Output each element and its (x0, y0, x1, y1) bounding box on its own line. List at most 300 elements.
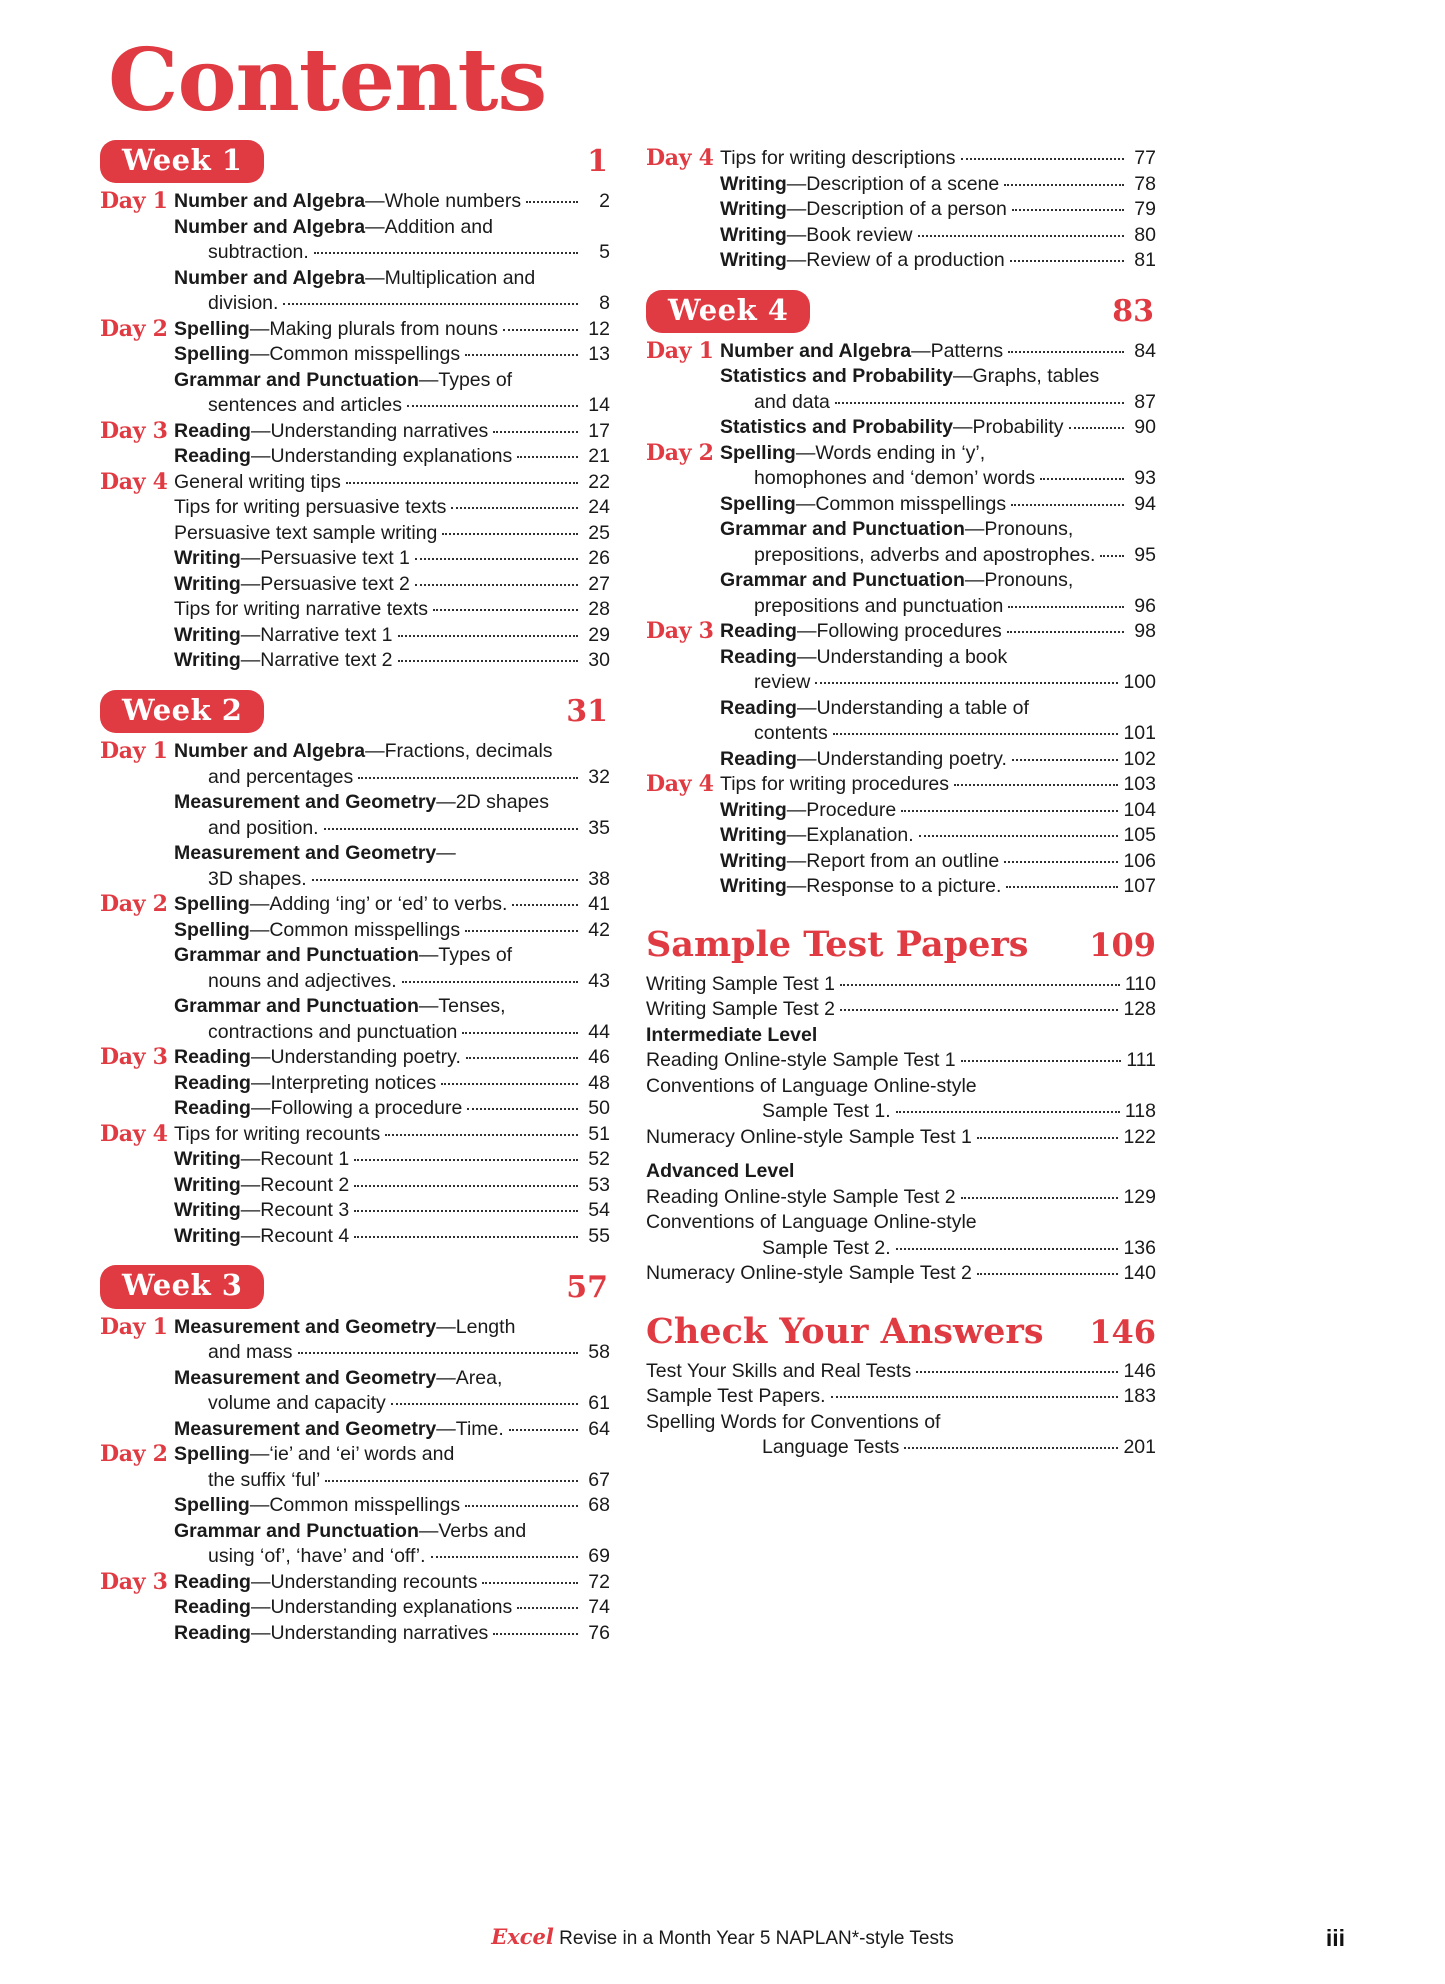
toc-line-text (174, 342, 460, 368)
toc-entry-text (174, 1045, 610, 1071)
toc-entry-body (720, 619, 1156, 645)
page-number: 93 (1134, 467, 1156, 490)
toc-entry-rest: —Recount 2 (240, 1173, 350, 1196)
toc-entry-rest: Tips for writing descriptions (720, 147, 956, 169)
toc-entry-body (174, 1122, 610, 1148)
toc-entry-rest: —Narrative text 1 (240, 623, 393, 646)
toc-entry (100, 918, 610, 944)
check-your-answers-header (646, 1310, 1156, 1352)
dot-leader (916, 1359, 1118, 1373)
contents-columns (100, 140, 1345, 1646)
dot-leader (1012, 747, 1119, 761)
toc-line (720, 197, 1156, 223)
toc-entry (646, 1384, 1156, 1410)
toc-line-text (174, 1570, 477, 1596)
toc-entry-rest: —Verbs and (418, 1519, 527, 1542)
dot-leader (896, 1236, 1119, 1250)
toc-entry (100, 1198, 610, 1224)
toc-line-text: Sample Test 1. (762, 1100, 891, 1123)
toc-entry-text (646, 1410, 1156, 1461)
toc-line (720, 441, 1156, 467)
toc-entry (646, 1048, 1156, 1074)
toc-line-text (174, 317, 498, 343)
toc-entry-body (174, 521, 610, 547)
dot-leader (398, 648, 578, 662)
toc-entry-text (174, 623, 610, 649)
toc-entry (646, 798, 1156, 824)
toc-line-text (174, 495, 446, 521)
dot-leader (465, 1493, 578, 1507)
toc-line-text (174, 648, 393, 674)
toc-line (174, 892, 610, 918)
toc-entry-lead: Reading (720, 696, 797, 719)
toc-entry (646, 197, 1156, 223)
toc-entry-lead: Reading (174, 1570, 251, 1593)
toc-entry-body (174, 1595, 610, 1621)
toc-entry-body (174, 994, 610, 1045)
check-your-answers-title: Check Your Answers (646, 1310, 1044, 1352)
toc-line-text (720, 568, 1073, 594)
toc-line (174, 597, 610, 623)
toc-entry (100, 994, 610, 1045)
toc-line (174, 521, 610, 547)
toc-line-text: Spelling Words for Conventions of (646, 1410, 941, 1433)
toc-line-text: Sample Test 2. (762, 1236, 891, 1259)
dot-leader (901, 798, 1118, 812)
toc-entry-rest: —Graphs, tables (952, 365, 1100, 388)
toc-entry-rest: —Understanding explanations (250, 445, 513, 468)
toc-line (174, 1340, 610, 1366)
toc-entry-rest: —Report from an outline (786, 849, 1000, 872)
toc-entry-body (720, 645, 1156, 696)
toc-line-text: sentences and articles (208, 394, 403, 417)
week-header-2 (100, 690, 610, 733)
week-header-3 (100, 1265, 610, 1308)
page-number: 29 (588, 623, 610, 646)
dot-leader (904, 1435, 1118, 1449)
toc-entry (646, 517, 1156, 568)
toc-entry (100, 1147, 610, 1173)
toc-line-text: Writing Sample Test 2 (646, 998, 835, 1021)
dot-leader (1040, 466, 1124, 480)
dot-leader (314, 240, 578, 254)
toc-entry-text (174, 1071, 610, 1097)
toc-line (174, 1442, 610, 1468)
toc-entry (646, 1410, 1156, 1461)
toc-entry-body (174, 1442, 610, 1493)
toc-line (174, 1519, 610, 1545)
page-number: 2 (599, 190, 610, 213)
day-label: Day 2 (646, 439, 714, 466)
list-subheading: Intermediate Level (646, 1023, 818, 1046)
toc-line (720, 364, 1156, 390)
dot-leader (512, 892, 578, 906)
toc-line (174, 1173, 610, 1199)
toc-line-text (720, 364, 1099, 390)
toc-entry-lead: Reading (174, 1071, 251, 1094)
toc-entry-rest: —Understanding explanations (250, 1596, 513, 1619)
toc-entry-lead: Number and Algebra (174, 740, 366, 763)
toc-entry-body (720, 492, 1156, 518)
toc-line (174, 867, 610, 893)
toc-entry-rest: —Common misspellings (795, 492, 1007, 515)
toc-entry (100, 597, 610, 623)
toc-line (646, 1185, 1156, 1211)
toc-line-text (174, 597, 428, 623)
right-column (646, 140, 1156, 1461)
dot-leader (402, 969, 578, 983)
dot-leader (465, 342, 578, 356)
toc-entry-body (720, 798, 1156, 824)
toc-entry (100, 1071, 610, 1097)
toc-line-text (174, 546, 410, 572)
toc-entry-body (174, 648, 610, 674)
toc-entry-text (720, 747, 1156, 773)
toc-entry-text (646, 1384, 1156, 1410)
toc-entry-body (720, 568, 1156, 619)
toc-line-text (174, 1096, 462, 1122)
toc-entry-body (720, 849, 1156, 875)
page-number: 106 (1123, 849, 1156, 872)
toc-line (174, 1071, 610, 1097)
toc-line-text (720, 146, 956, 172)
page-number: 104 (1123, 798, 1156, 821)
day-label: Day 1 (100, 1313, 168, 1340)
week-badge: Week 4 (646, 290, 810, 333)
toc-entry-rest: —Area, (436, 1366, 503, 1389)
day-label: Day 1 (646, 337, 714, 364)
page-number: 21 (588, 445, 610, 468)
day-label: Day 3 (100, 1044, 168, 1071)
toc-line (720, 543, 1156, 569)
toc-entry (646, 223, 1156, 249)
page-number: 105 (1123, 824, 1156, 847)
page-folio: iii (1325, 1925, 1345, 1951)
toc-entry-rest: —Types of (418, 368, 513, 391)
page-number: 72 (588, 1570, 610, 1593)
week-entries-1 (100, 189, 610, 674)
toc-entry-body (720, 747, 1156, 773)
toc-entry (646, 849, 1156, 875)
toc-line (174, 1391, 610, 1417)
toc-entry-rest: —Whole numbers (365, 190, 522, 213)
toc-entry-rest: —Recount 3 (240, 1199, 350, 1222)
toc-entry-rest: —Fractions, decimals (365, 740, 553, 763)
toc-entry-text (174, 892, 610, 918)
toc-entry (100, 1045, 610, 1071)
toc-line (720, 670, 1156, 696)
toc-entry (100, 470, 610, 496)
day-label: Day 4 (646, 771, 714, 798)
toc-entry (100, 648, 610, 674)
week-start-page: 83 (1112, 293, 1154, 329)
dot-leader (312, 867, 578, 881)
dot-leader (919, 823, 1119, 837)
list-subheading: Advanced Level (646, 1160, 795, 1183)
toc-entry-rest: Tips for writing narrative texts (174, 598, 428, 621)
toc-entry-lead: Grammar and Punctuation (174, 944, 419, 967)
toc-entry-body (174, 1570, 610, 1596)
toc-entry-lead: Grammar and Punctuation (174, 368, 419, 391)
toc-line (646, 972, 1156, 998)
toc-line (720, 772, 1156, 798)
toc-line-text: volume and capacity (208, 1392, 386, 1415)
toc-line-text (174, 994, 506, 1020)
toc-line-text (174, 215, 493, 241)
toc-entry (646, 1359, 1156, 1385)
page-number: 87 (1134, 390, 1156, 413)
toc-line (646, 1435, 1156, 1461)
toc-line (174, 495, 610, 521)
toc-line-text (174, 1493, 460, 1519)
toc-entry (646, 146, 1156, 172)
page-number: 74 (588, 1596, 610, 1619)
toc-entry-text (174, 342, 610, 368)
toc-line (720, 721, 1156, 747)
toc-line (720, 517, 1156, 543)
toc-entry (100, 1621, 610, 1647)
toc-line-text (174, 1071, 436, 1097)
toc-line (720, 466, 1156, 492)
dot-leader (493, 419, 578, 433)
toc-line-text: Reading Online-style Sample Test 2 (646, 1185, 956, 1208)
toc-entry-text (720, 339, 1156, 365)
toc-entry-text (720, 248, 1156, 274)
toc-entry (646, 1159, 1156, 1185)
toc-line-text (174, 470, 341, 496)
check-your-answers-entries (646, 1359, 1156, 1461)
toc-entry (100, 215, 610, 266)
dot-leader (325, 1468, 578, 1482)
page-number: 81 (1134, 249, 1156, 271)
toc-entry-rest: —Narrative text 2 (240, 649, 393, 672)
toc-entry-text (720, 696, 1156, 747)
toc-entry-body (720, 823, 1156, 849)
toc-line-text (174, 444, 512, 470)
toc-entry-text (646, 1074, 1156, 1125)
toc-entry-lead: Writing (720, 875, 787, 898)
toc-entry-text (174, 994, 610, 1045)
toc-line-text (720, 223, 913, 249)
page-number: 107 (1123, 875, 1156, 898)
toc-line-text (174, 572, 410, 598)
toc-entry (100, 266, 610, 317)
toc-entry (100, 1519, 610, 1570)
toc-line (720, 747, 1156, 773)
footer-title-label: Revise in a Month Year 5 NAPLAN*-style Tests (559, 1928, 954, 1949)
toc-line-text: subtraction. (208, 241, 309, 264)
dot-leader (431, 1544, 578, 1558)
toc-entry-text (720, 197, 1156, 223)
toc-entry-body (720, 441, 1156, 492)
toc-entry-lead: Writing (174, 1224, 241, 1247)
page-number: 69 (588, 1545, 610, 1568)
dot-leader (918, 223, 1124, 237)
page-number: 94 (1134, 492, 1156, 515)
toc-entry-body (174, 342, 610, 368)
toc-line (174, 1315, 610, 1341)
day-label: Day 3 (100, 417, 168, 444)
toc-line-text (720, 172, 999, 198)
toc-line-text: review (754, 671, 811, 694)
page-number: 26 (588, 547, 610, 570)
page-number: 58 (588, 1341, 610, 1364)
toc-line (174, 266, 610, 292)
toc-entry (100, 444, 610, 470)
toc-entry-text (646, 1185, 1156, 1211)
toc-line (720, 492, 1156, 518)
toc-entry-body (174, 943, 610, 994)
dot-leader (441, 1071, 578, 1085)
toc-entry-text (174, 943, 610, 994)
page-number: 5 (599, 241, 610, 264)
toc-line-text: using ‘of’, ‘have’ and ‘off’. (208, 1545, 426, 1568)
toc-entry-text (720, 619, 1156, 645)
page-number: 22 (588, 470, 610, 493)
toc-line (174, 1198, 610, 1224)
page-number: 51 (588, 1122, 610, 1145)
toc-entry-rest: —Common misspellings (249, 1494, 461, 1517)
toc-entry-body (174, 1315, 610, 1366)
toc-line-text (174, 368, 512, 394)
page-number: 96 (1134, 594, 1156, 617)
toc-entry (100, 1315, 610, 1366)
toc-entry-text (720, 146, 1156, 172)
toc-line (646, 1099, 1156, 1125)
toc-entry (646, 492, 1156, 518)
toc-line (174, 739, 610, 765)
toc-entry-body (174, 1147, 610, 1173)
day-label: Day 3 (100, 1568, 168, 1595)
day-label: Day 4 (646, 145, 714, 171)
toc-entry-rest: —Multiplication and (365, 266, 536, 289)
toc-entry (646, 364, 1156, 415)
toc-entry-text (174, 1570, 610, 1596)
toc-entry (100, 419, 610, 445)
toc-entry (100, 841, 610, 892)
dot-leader (354, 1224, 578, 1238)
toc-entry (100, 892, 610, 918)
toc-entry-body (174, 841, 610, 892)
toc-entry-lead: Writing (174, 649, 241, 672)
dot-leader (385, 1122, 578, 1136)
dot-leader (961, 146, 1124, 160)
toc-line-text: division. (208, 292, 279, 315)
toc-entry-text (174, 495, 610, 521)
toc-entry-lead: Reading (720, 747, 797, 770)
toc-line (720, 339, 1156, 365)
dot-leader (896, 1099, 1120, 1113)
dot-leader (1069, 415, 1124, 429)
page-number: 201 (1123, 1436, 1156, 1459)
toc-entry-lead: Number and Algebra (174, 266, 366, 289)
toc-entry (100, 1442, 610, 1493)
dot-leader (462, 1020, 578, 1034)
page-number: 100 (1123, 671, 1156, 694)
toc-entry (100, 1122, 610, 1148)
toc-entry-rest: — (436, 842, 456, 865)
toc-entry (100, 1417, 610, 1443)
page-number: 46 (588, 1046, 610, 1069)
toc-entry-lead: Spelling (174, 1494, 250, 1517)
dot-leader (467, 1096, 578, 1110)
toc-entry-rest: —Understanding recounts (250, 1570, 478, 1593)
page-number: 12 (588, 317, 610, 340)
toc-entry-body (720, 364, 1156, 415)
toc-line-text: prepositions and punctuation (754, 594, 1004, 617)
toc-entry-text (174, 1122, 610, 1148)
toc-entry-rest: —Understanding poetry. (250, 1046, 461, 1069)
toc-entry-body (720, 146, 1156, 172)
toc-entry-body (174, 1045, 610, 1071)
toc-line-text: Conventions of Language Online-style (646, 1211, 977, 1234)
toc-entry-lead: Writing (720, 249, 787, 271)
toc-entry-text (720, 772, 1156, 798)
page-number: 13 (588, 343, 610, 366)
toc-line (646, 1210, 1156, 1236)
toc-entry-text (174, 1096, 610, 1122)
toc-line (720, 823, 1156, 849)
toc-entry-text (174, 470, 610, 496)
toc-entry-rest: —Common misspellings (249, 343, 461, 366)
toc-line-text: Conventions of Language Online-style (646, 1074, 977, 1097)
week-entries-3 (100, 1315, 610, 1647)
toc-entry-body (174, 546, 610, 572)
toc-entry-rest: —Description of a person (786, 198, 1007, 220)
toc-entry-text (174, 266, 610, 317)
toc-entry-rest: —Book review (786, 223, 913, 246)
dot-leader (977, 1261, 1119, 1275)
toc-entry (100, 623, 610, 649)
toc-line (646, 1359, 1156, 1385)
page-number: 128 (1123, 998, 1156, 1021)
page-number: 14 (588, 394, 610, 417)
toc-line-text: Numeracy Online-style Sample Test 1 (646, 1125, 972, 1148)
toc-line (174, 918, 610, 944)
toc-line-text (174, 1595, 512, 1621)
toc-line-text (720, 492, 1006, 518)
toc-entry-body (720, 772, 1156, 798)
page-number: 79 (1134, 198, 1156, 220)
toc-entry (646, 1023, 1156, 1049)
dot-leader (324, 816, 578, 830)
toc-entry-lead: Spelling (720, 492, 796, 515)
toc-line-text (174, 1198, 349, 1224)
toc-entry-body (174, 1417, 610, 1443)
dot-leader (482, 1570, 578, 1584)
dot-leader (833, 721, 1119, 735)
toc-entry-text (174, 1147, 610, 1173)
toc-entry-body (174, 266, 610, 317)
toc-entry-lead: Reading (720, 645, 797, 668)
week-badge: Week 3 (100, 1265, 264, 1308)
toc-line (720, 594, 1156, 620)
toc-entry-body (720, 197, 1156, 223)
toc-entry-text (646, 1261, 1156, 1287)
toc-line-text (720, 747, 1007, 773)
toc-entry-body (174, 189, 610, 215)
toc-line-text (720, 849, 999, 875)
toc-line (174, 1045, 610, 1071)
toc-line-text (174, 1224, 349, 1250)
check-your-answers-start-page: 146 (1089, 1312, 1156, 1351)
toc-entry (100, 1173, 610, 1199)
toc-entry-lead: Spelling (174, 317, 250, 340)
toc-entry (646, 823, 1156, 849)
toc-entry-text (720, 568, 1156, 619)
dot-leader (526, 189, 578, 203)
toc-line-text (174, 266, 535, 292)
